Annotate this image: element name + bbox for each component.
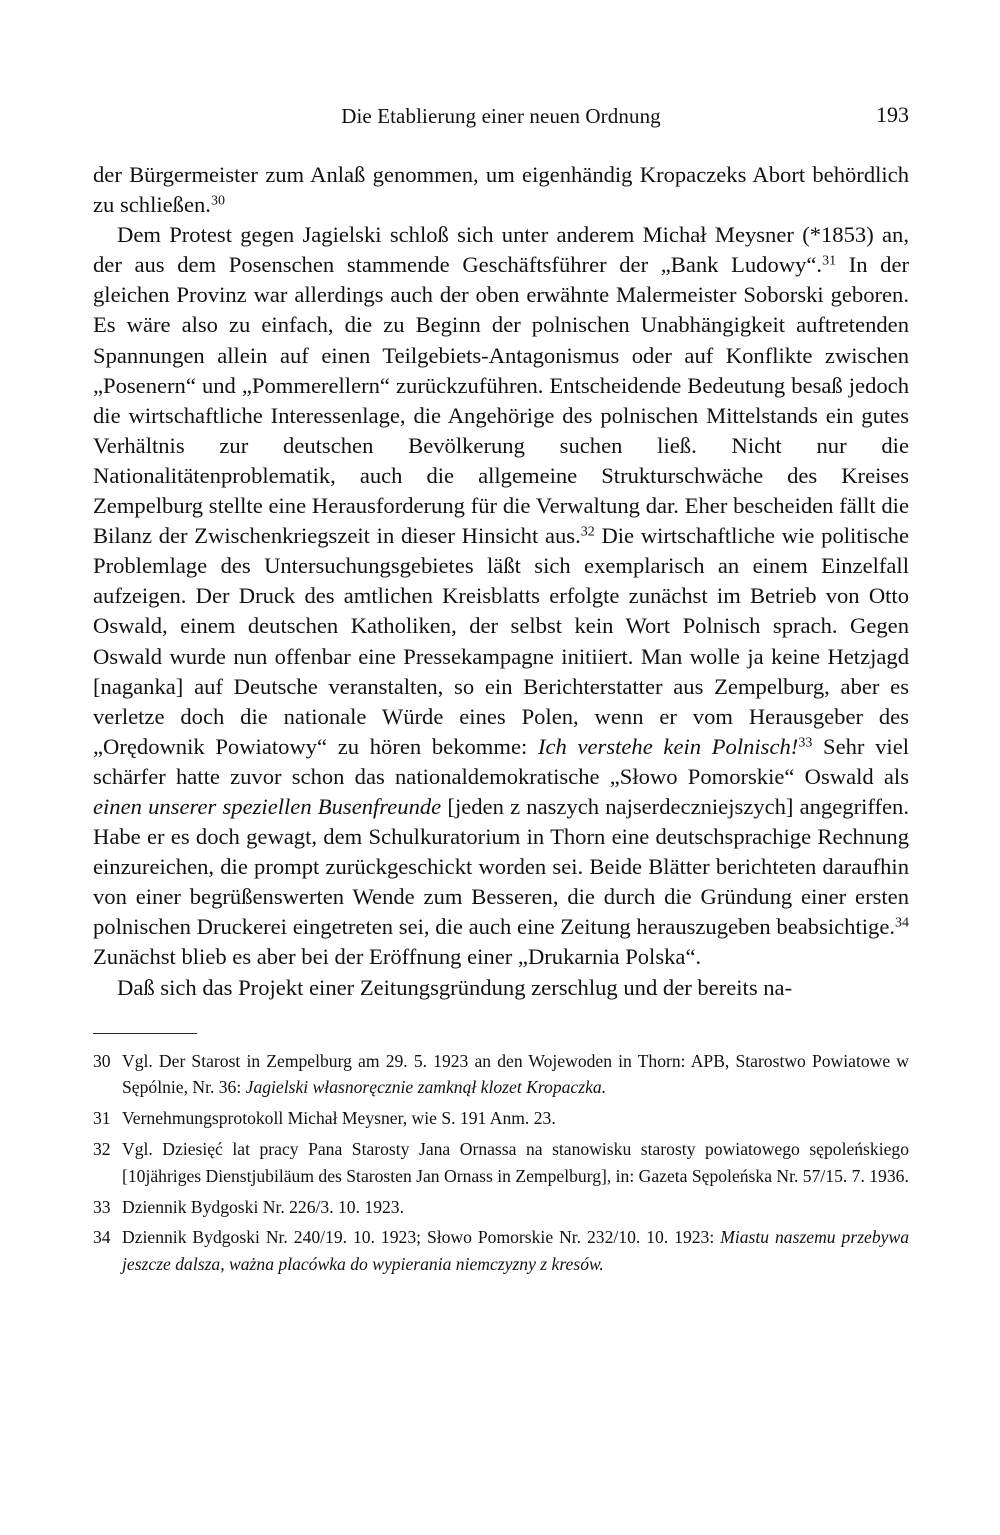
running-title: Die Etablierung einer neuen Ordnung xyxy=(341,104,661,128)
footnote-31 xyxy=(93,1105,909,1132)
text-run: Daß sich das Projekt einer Zeitungsgründung zerschlug und der bereits na- xyxy=(117,974,793,1000)
footnote-ref-31[interactable]: 31 xyxy=(822,253,837,269)
footnote-number: 34 xyxy=(93,1227,111,1248)
italic-quote: einen unserer speziellen Busenfreunde xyxy=(93,793,442,819)
footnote-divider xyxy=(93,1033,197,1034)
footnote-ref-32[interactable]: 32 xyxy=(580,524,595,540)
footnote-number: 32 xyxy=(93,1139,111,1160)
text-run: Dem Protest gegen Jagielski schloß sich unter anderem Michał Meysner (*1853) an, der aus dem Posenschen stammende Geschäftsführer der „Bank Ludowy“. xyxy=(93,222,909,278)
footnote-number: 33 xyxy=(93,1196,111,1217)
footnote-italic: Jagielski własnoręcznie zamknął klozet Kropaczka. xyxy=(245,1077,607,1098)
paragraph-1 xyxy=(93,160,909,220)
italic-quote: Ich verstehe kein Polnisch! xyxy=(537,733,799,759)
text-run: der Bürgermeister zum Anlaß genommen, um eigenhändig Kropaczeks Abort behördlich zu schließen. xyxy=(93,162,909,218)
text-run: In der gleichen Provinz war allerdings auch der oben erwähnte Malermeister Soborski geboren. Es wäre also zu einfach, die zu Beginn der polnischen Unabhängigkeit auftretenden Spannungen allein auf einen Teilgebiets-Antagonismus oder auf Konflikte zwischen „Posenern“ und „Pommerellern“ zurückzuführen. Entscheidende Bedeutung besaß jedoch die wirtschaftliche Interessenlage, die Angehörige des polnischen Mittelstands ein gutes Verhältnis zur deutschen Bevölkerung suchen ließ. Nicht nur die Nationalitätenproblematik, auch die allgemeine Strukturschwäche des Kreises Zempelburg stellte eine Herausforderung für die Verwaltung dar. Eher bescheiden fällt die Bilanz der Zwischenkriegszeit in dieser Hinsicht aus. xyxy=(93,252,910,549)
paragraph-3 xyxy=(93,973,909,1003)
page-header xyxy=(93,98,909,138)
footnotes xyxy=(93,1048,909,1278)
text-run: Die wirtschaftliche wie politische Problemlage des Untersuchungsgebietes läßt sich exemplarisch an einem Einzelfall aufzeigen. Der Druck des amtlichen Kreisblatts erfolgte zunächst im Betrieb von Otto Oswald, einem deutschen Katholiken, der selbst kein Wort Polnisch sprach. Gegen Oswald wurde nun offenbar eine Pressekampagne initiiert. Man wolle ja keine Hetzjagd [naganka] auf Deutsche veranstalten, so ein Berichterstatter aus Zempelburg, aber es verletze doch die nationale Würde eines Polen, wenn er vom Herausgeber des „Orędownik Powiatowy“ zu hören bekomme: xyxy=(93,523,910,759)
footnote-text: Vernehmungsprotokoll Michał Meysner, wie S. 191 Anm. 23. xyxy=(122,1108,556,1129)
text-run: Zunächst blieb es aber bei der Eröffnung einer „Drukarnia Polska“. xyxy=(93,944,702,970)
footnote-34 xyxy=(93,1224,909,1278)
footnote-italic: Miastu naszemu przebywa jeszcze dalsza, ważna placówka do wypierania niemczyzny z kresów. xyxy=(122,1227,909,1275)
footnote-ref-30[interactable]: 30 xyxy=(210,193,225,209)
footnote-text: Vgl. Dziesięć lat pracy Pana Starosty Jana Ornassa na stanowisku starosty powiatowego sępoleńskiego [10jähriges Dienstjubiläum des Starosten Jan Ornass in Zempelburg], in: Gazeta Sępoleńska Nr. 57/15. 7. 1936. xyxy=(122,1139,909,1186)
footnote-number: 31 xyxy=(93,1108,111,1129)
footnote-32 xyxy=(93,1136,909,1190)
footnote-ref-34[interactable]: 34 xyxy=(895,915,909,931)
footnote-text: Vgl. Der Starost in Zempelburg am 29. 5. 1923 an den Wojewoden in Thorn: APB, Starostwo Powiatowe w Sępólnie, Nr. 36: xyxy=(122,1050,909,1098)
footnote-33 xyxy=(93,1194,909,1221)
text-run: [jeden z naszych najserdeczniejszych] angegriffen. Habe er es doch gewagt, dem Schulkuratorium in Thorn eine deutschsprachige Rechnung einzureichen, die prompt zurückgeschickt worden sei. Beide Blätter berichteten daraufhin von einer begrüßenswerten Wende zum Besseren, die durch die Gründung einer ersten polnischen Druckerei eingetreten sei, die auch eine Zeitung herauszugeben beabsichtige. xyxy=(93,793,909,940)
footnote-text: Dziennik Bydgoski Nr. 226/3. 10. 1923. xyxy=(122,1196,404,1217)
paragraph-2 xyxy=(93,220,909,972)
footnote-ref-33[interactable]: 33 xyxy=(798,735,813,751)
footnote-text: Dziennik Bydgoski Nr. 240/19. 10. 1923; Słowo Pomorskie Nr. 232/10. 10. 1923: xyxy=(122,1227,721,1248)
footnote-number: 30 xyxy=(93,1050,111,1071)
footnote-30 xyxy=(93,1048,909,1102)
page-number: 193 xyxy=(876,102,909,127)
book-page xyxy=(93,98,909,1282)
text-run: Sehr viel schärfer hatte zuvor schon das nationaldemokratische „Słowo Pomorskie“ Oswald als xyxy=(93,733,910,789)
body-text xyxy=(93,160,909,1003)
